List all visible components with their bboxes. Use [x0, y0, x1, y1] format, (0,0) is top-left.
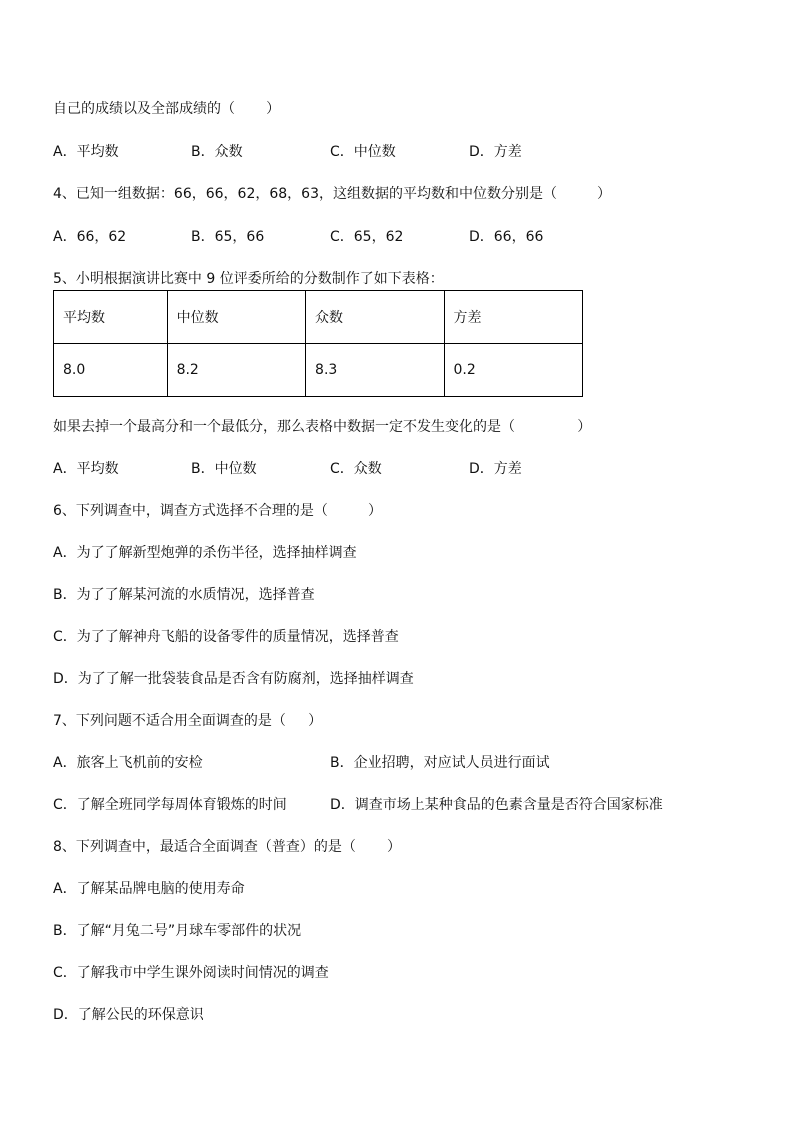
q4-option-d: D．66，66	[469, 229, 544, 245]
table-header-mode: 众数	[306, 291, 444, 344]
q6-stem: 6、下列调查中，调查方式选择不合理的是（ ）	[53, 503, 382, 519]
q6-option-a: A．为了了解新型炮弹的杀伤半径，选择抽样调查	[53, 545, 357, 561]
score-table	[53, 290, 583, 397]
score-table-value-row	[54, 344, 583, 397]
table-value-median: 8.2	[167, 344, 305, 397]
q7-stem: 7、下列问题不适合用全面调查的是（ ）	[53, 713, 323, 729]
table-header-median: 中位数	[167, 291, 305, 344]
q7-option-a: A．旅客上飞机前的安检	[53, 755, 203, 771]
q5-option-a: A．平均数	[53, 461, 119, 477]
q7-option-c: C．了解全班同学每周体育锻炼的时间	[53, 797, 287, 813]
score-table-header-row	[54, 291, 583, 344]
q8-option-d: D．了解公民的环保意识	[53, 1007, 204, 1023]
q4-stem: 4、已知一组数据：66，66，62，68，63，这组数据的平均数和中位数分别是（ ）	[53, 186, 612, 202]
q3-option-a: A．平均数	[53, 144, 119, 160]
q8-option-b: B．了解“月兔二号”月球车零部件的状况	[53, 923, 302, 939]
table-header-mean: 平均数	[54, 291, 168, 344]
q5-question: 如果去掉一个最高分和一个最低分，那么表格中数据一定不发生变化的是（ ）	[53, 419, 592, 435]
q5-option-d: D．方差	[469, 461, 522, 477]
q4-option-a: A．66，62	[53, 229, 127, 245]
q6-option-c: C．为了了解神舟飞船的设备零件的质量情况，选择普查	[53, 629, 399, 645]
q8-option-c: C．了解我市中学生课外阅读时间情况的调查	[53, 965, 329, 981]
q3-option-d: D．方差	[469, 144, 522, 160]
table-header-variance: 方差	[444, 291, 582, 344]
q5-stem: 5、小明根据演讲比赛中 9 位评委所给的分数制作了如下表格：	[53, 271, 444, 287]
q5-option-c: C．众数	[330, 461, 382, 477]
q3-option-b: B．众数	[191, 144, 243, 160]
q5-option-b: B．中位数	[191, 461, 257, 477]
q3-option-c: C．中位数	[330, 144, 396, 160]
table-value-variance: 0.2	[444, 344, 582, 397]
q6-option-d: D．为了了解一批袋装食品是否含有防腐剂，选择抽样调查	[53, 671, 414, 687]
table-value-mode: 8.3	[306, 344, 444, 397]
q8-option-a: A．了解某品牌电脑的使用寿命	[53, 881, 245, 897]
q4-option-b: B．65，66	[191, 229, 265, 245]
q3-stem: 自己的成绩以及全部成绩的（ ）	[53, 101, 281, 117]
q6-option-b: B．为了了解某河流的水质情况，选择普查	[53, 587, 315, 603]
q4-option-c: C．65，62	[330, 229, 404, 245]
q8-stem: 8、下列调查中，最适合全面调查（普查）的是（ ）	[53, 839, 402, 855]
table-value-mean: 8.0	[54, 344, 168, 397]
q7-option-b: B．企业招聘，对应试人员进行面试	[330, 755, 550, 771]
q7-option-d: D．调查市场上某种食品的色素含量是否符合国家标准	[330, 797, 663, 813]
